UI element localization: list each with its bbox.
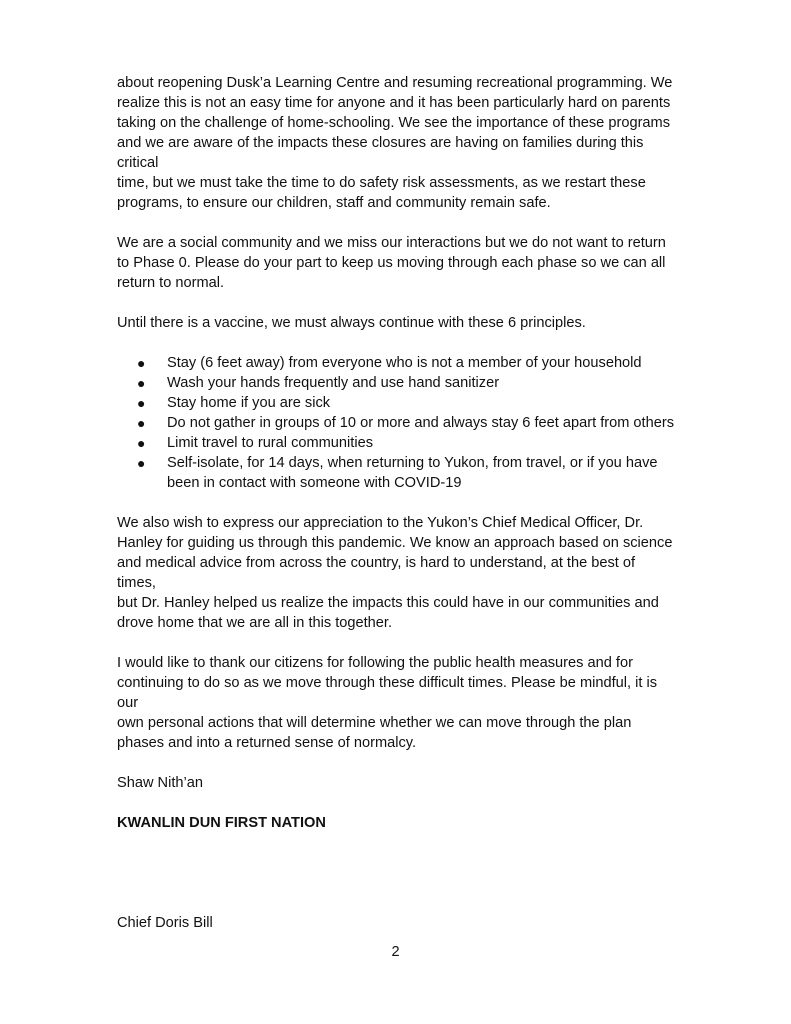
list-item: [137, 433, 677, 453]
list-item: [137, 373, 677, 393]
principle-text: Wash your hands frequently and use hand sanitizer: [167, 375, 500, 391]
bullet-icon: ●: [137, 415, 146, 431]
bullet-icon: ●: [137, 455, 146, 471]
principle-text: Stay home if you are sick: [167, 395, 331, 411]
list-item: [137, 393, 677, 413]
paragraph-principles-intro: Until there is a vaccine, we must always continue with these 6 principles.: [117, 315, 586, 331]
principle-text: Limit travel to rural communities: [167, 435, 373, 451]
organization-name: KWANLIN DUN FIRST NATION: [117, 815, 326, 831]
signatory-name: Chief Doris Bill: [117, 915, 213, 931]
letter-body: [117, 73, 677, 933]
bullet-icon: ●: [137, 355, 146, 371]
principle-text: Self-isolate, for 14 days, when returning to Yukon, from travel, or if you have been in contact with someone with COVID-19: [167, 455, 658, 491]
list-item: [137, 353, 677, 373]
principles-list: [117, 353, 677, 493]
closing-salutation: Shaw Nith’an: [117, 775, 203, 791]
paragraph-social-community: We are a social community and we miss our interactions but we do not want to return to Phase 0. Please do your part to keep us moving through each phase so we can all return to normal.: [117, 235, 666, 291]
paragraph-reopening: about reopening Dusk’a Learning Centre and resuming recreational programming. We realize this is not an easy time for anyone and it has been particularly hard on parents taking on the challenge of home-schooling. We see the importance of these programs and we are aware of the impacts these closures are having on families during this critical time, but we must take the time to do safety risk assessments, as we restart these programs, to ensure our children, staff and community remain safe.: [117, 75, 673, 211]
page-number: 2: [391, 944, 400, 960]
principle-text: Stay (6 feet away) from everyone who is not a member of your household: [167, 355, 642, 371]
bullet-icon: ●: [137, 435, 146, 451]
paragraph-thanks: I would like to thank our citizens for following the public health measures and for continuing to do so as we move through these difficult times. Please be mindful, it is our own personal actions that will determine whether we can move through the plan phases and into a returned sense of normalcy.: [117, 655, 657, 751]
bullet-icon: ●: [137, 395, 146, 411]
bullet-icon: ●: [137, 375, 146, 391]
list-item: [137, 453, 677, 493]
principle-text: Do not gather in groups of 10 or more and always stay 6 feet apart from others: [167, 415, 674, 431]
paragraph-appreciation: We also wish to express our appreciation to the Yukon’s Chief Medical Officer, Dr. Hanley for guiding us through this pandemic. We know an approach based on science and medical advice from across the country, is hard to understand, at the best of times, but Dr. Hanley helped us realize the impacts this could have in our communities and drove home that we are all in this together.: [117, 515, 673, 631]
list-item: [137, 413, 677, 433]
